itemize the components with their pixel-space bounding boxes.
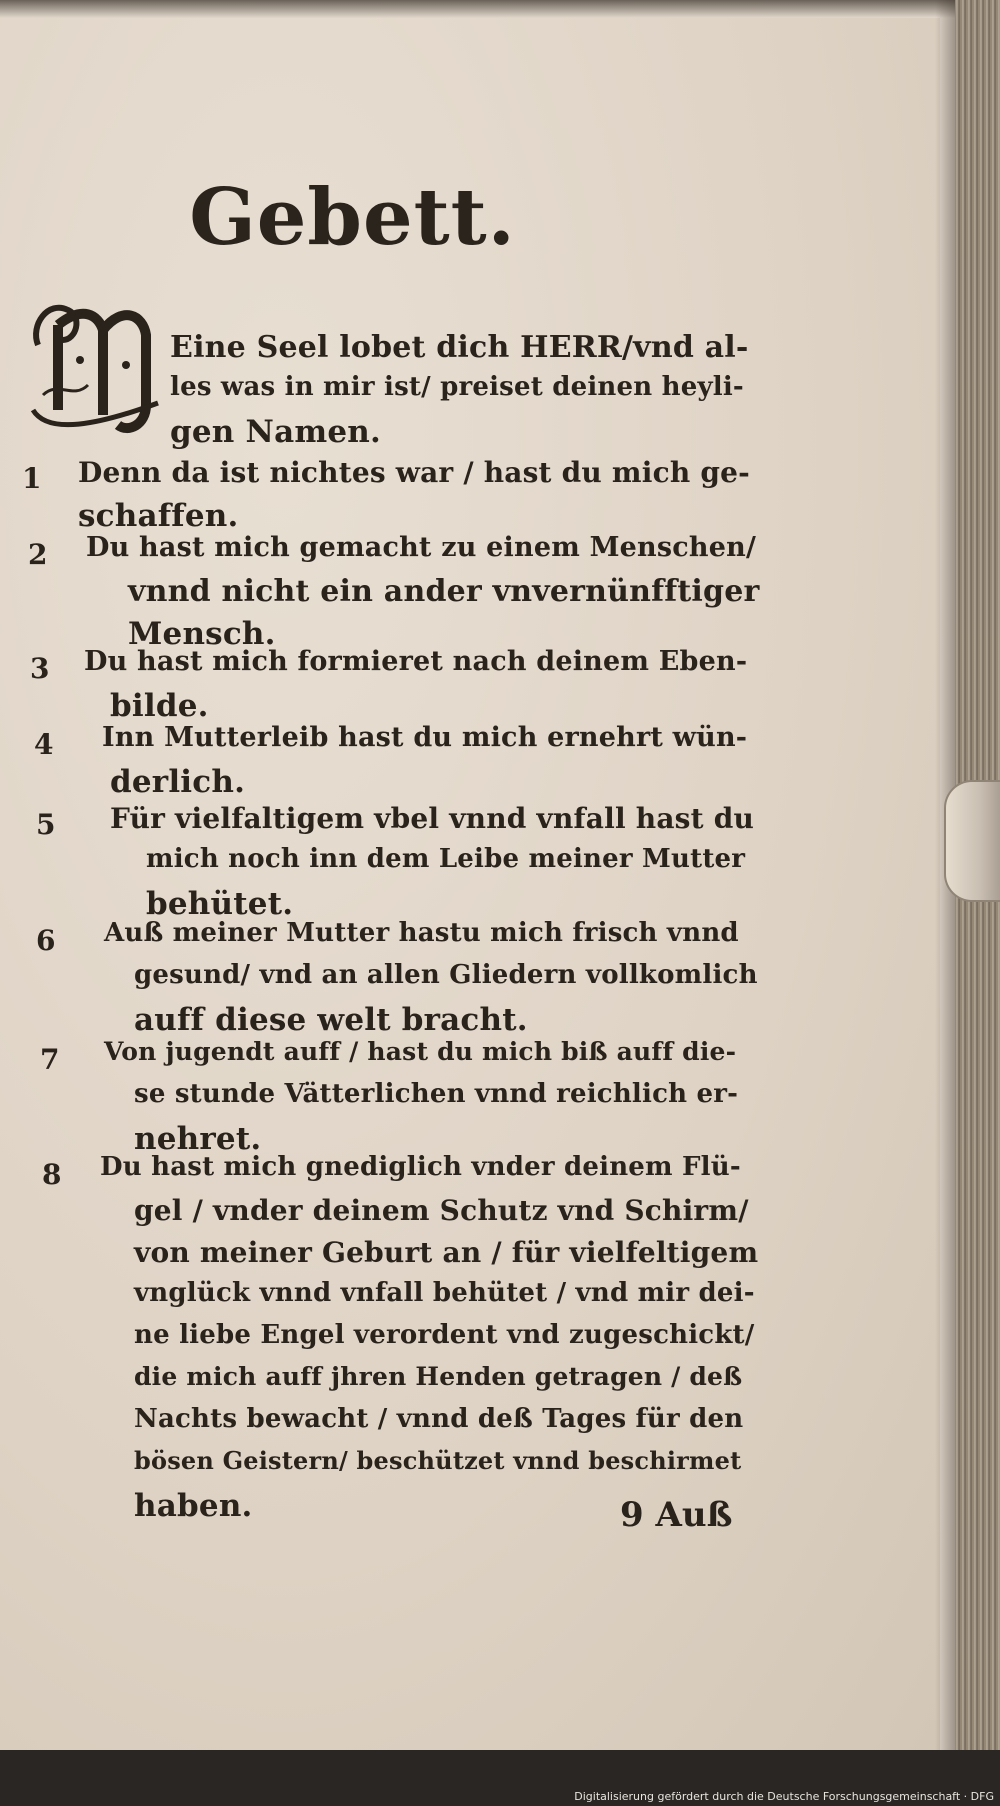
page-title: Gebett. bbox=[189, 172, 516, 263]
intro-line: Eine Seel lobet dich HERR/vnd al- bbox=[170, 330, 749, 365]
catchword: 9 Auß bbox=[620, 1495, 733, 1535]
verse-line: Für vielfaltigem vbel vnnd vnfall hast du bbox=[110, 802, 755, 835]
verse-line: Du hast mich formieret nach deinem Eben- bbox=[84, 646, 748, 677]
verse-number: 4 bbox=[34, 728, 54, 761]
verse-line: haben. bbox=[134, 1488, 253, 1524]
verse-line: gel / vnder deinem Schutz vnd Schirm/ bbox=[134, 1194, 749, 1227]
verse-line: Du hast mich gnediglich vnder deinem Flü- bbox=[100, 1152, 741, 1182]
verse-line: vnnd nicht ein ander vnvernünfftiger bbox=[128, 574, 760, 609]
verse-line: Inn Mutterleib hast du mich ernehrt wün- bbox=[102, 722, 748, 753]
verse-line: von meiner Geburt an / für vielfeltigem bbox=[134, 1236, 759, 1269]
verse-line: se stunde Vätterlichen vnnd reichlich er- bbox=[134, 1079, 739, 1109]
intro-line: gen Namen. bbox=[170, 414, 382, 450]
verse-line: Auß meiner Mutter hastu mich frisch vnnd bbox=[104, 918, 739, 948]
verse-number: 2 bbox=[28, 538, 48, 571]
verse-line: gesund/ vnd an allen Gliedern vollkomlich bbox=[134, 960, 758, 990]
verse-line: schaffen. bbox=[78, 498, 239, 534]
verse-number: 8 bbox=[42, 1158, 62, 1191]
verse-line: nehret. bbox=[134, 1121, 262, 1157]
verse-number: 5 bbox=[36, 808, 56, 841]
verse-line: derlich. bbox=[110, 764, 246, 800]
verse-line: bösen Geistern/ beschützet vnnd beschirmet bbox=[134, 1446, 742, 1475]
verse-line: mich noch inn dem Leibe meiner Mutter bbox=[146, 844, 746, 874]
verse-number: 6 bbox=[36, 924, 56, 957]
verse-line: Du hast mich gemacht zu einem Menschen/ bbox=[86, 532, 757, 563]
verse-line: Nachts bewacht / vnnd deß Tages für den bbox=[134, 1404, 744, 1434]
verse-line: die mich auff jhren Henden getragen / deß bbox=[134, 1362, 743, 1391]
verse-number: 7 bbox=[40, 1043, 60, 1076]
verse-line: vnglück vnnd vnfall behütet / vnd mir dei- bbox=[134, 1278, 755, 1308]
top-shadow bbox=[0, 0, 955, 18]
verse-line: Denn da ist nichtes war / hast du mich ge- bbox=[78, 456, 750, 489]
verse-line: Mensch. bbox=[128, 616, 276, 652]
verse-line: auff diese welt bracht. bbox=[134, 1002, 528, 1038]
decorated-initial-m-icon bbox=[28, 285, 168, 435]
verse-line: bilde. bbox=[110, 688, 209, 724]
intro-line: les was in mir ist/ preiset deinen heyli- bbox=[170, 372, 744, 402]
verse-line: ne liebe Engel verordent vnd zugeschickt/ bbox=[134, 1320, 755, 1350]
book-clasp bbox=[944, 780, 1000, 902]
verse-number: 1 bbox=[22, 462, 42, 495]
verse-number: 3 bbox=[30, 652, 50, 685]
verse-line: behütet. bbox=[146, 886, 294, 922]
digitization-credit: Digitalisierung gefördert durch die Deutsche Forschungsgemeinschaft · DFG bbox=[574, 1790, 994, 1803]
verse-line: Von jugendt auff / hast du mich biß auff die- bbox=[104, 1037, 737, 1066]
